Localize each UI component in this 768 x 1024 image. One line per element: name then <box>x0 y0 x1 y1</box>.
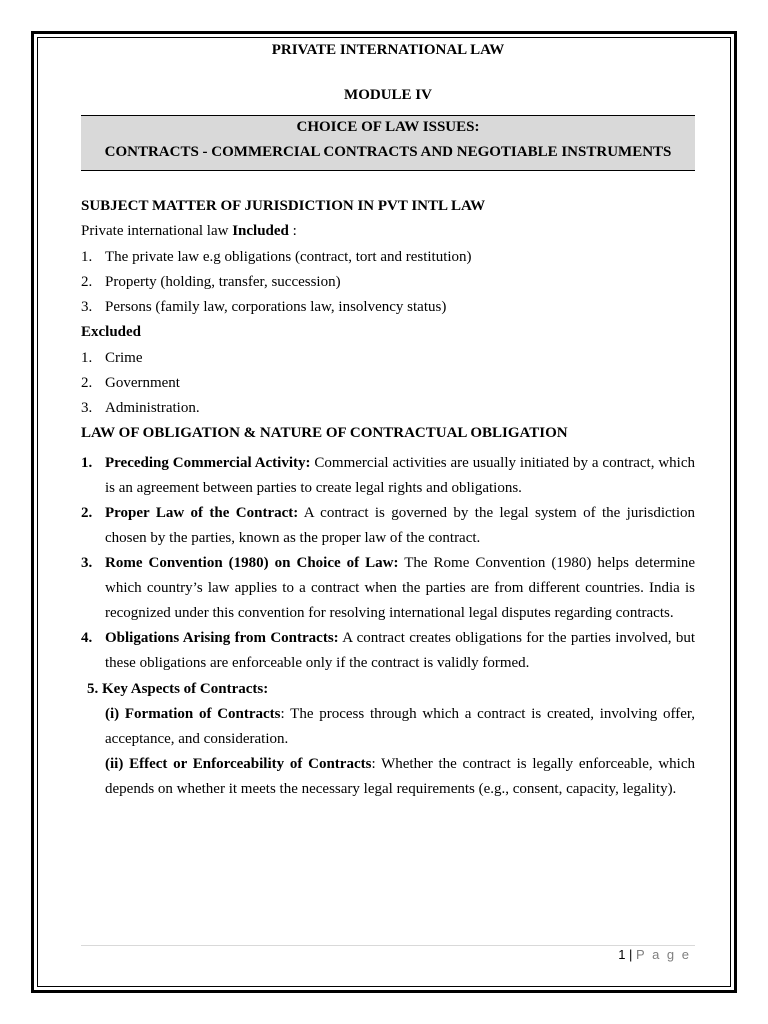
list-item-number: 3. <box>81 400 93 416</box>
sub-item-title: (ii) Effect or Enforceability of Contracts <box>105 756 372 772</box>
item-text: Commercial activities are usually initiated by a contract, which is an agreement between parties to create legal rights and obligations. <box>105 455 696 496</box>
list-item-number: 1. <box>81 455 93 471</box>
footer-divider <box>81 945 695 946</box>
item-title: Obligations Arising from Contracts: <box>105 630 339 646</box>
list-item-number: 1. <box>81 249 93 265</box>
list-item-number: 4. <box>81 630 93 646</box>
list-item-number: 2. <box>81 375 93 391</box>
included-intro <box>81 223 297 240</box>
page-footer <box>618 947 691 962</box>
list-item: Property (holding, transfer, succession) <box>105 274 341 290</box>
page-number: 1 <box>618 947 626 962</box>
item-text: The Rome Convention (1980) helps determine which country’s law applies to a contract when the parties are from different countries. India is recognized under this convention for resolving international legal disputes regarding contracts. <box>105 555 695 621</box>
item-text: A contract is governed by the legal system of the jurisdiction chosen by the parties, known as the proper law of the contract. <box>105 505 695 546</box>
list-item-number: 1. <box>81 350 93 366</box>
list-item-number: 3. <box>81 555 93 571</box>
list-item <box>105 501 695 551</box>
list-item: Government <box>105 375 180 391</box>
list-item <box>105 626 695 676</box>
item-text: A contract creates obligations for the parties involved, but these obligations are enforceable only if the contract is validly formed. <box>105 630 695 671</box>
document-title: PRIVATE INTERNATIONAL LAW <box>271 42 505 58</box>
item-title: Rome Convention (1980) on Choice of Law: <box>105 555 399 571</box>
sub-item-title: (i) Formation of Contracts <box>105 706 281 722</box>
sub-item-text: : Whether the contract is legally enforceable, which depends on whether it meets the necessary legal requirements (e.g., consent, capacity, legality). <box>105 756 696 797</box>
sub-item-enforceability <box>105 752 695 802</box>
list-item <box>105 551 695 626</box>
included-intro-suffix: : <box>288 223 297 239</box>
item-title: Proper Law of the Contract: <box>105 505 299 521</box>
included-label: Included <box>232 223 289 239</box>
sub-item-formation <box>105 702 695 752</box>
list-item: Crime <box>105 350 143 366</box>
topic-banner <box>81 115 695 171</box>
key-aspects-heading: 5. Key Aspects of Contracts: <box>87 681 269 697</box>
list-item: Administration. <box>105 400 200 416</box>
list-item: Persons (family law, corporations law, insolvency status) <box>105 299 447 315</box>
sub-item-text: : The process through which a contract is created, involving offer, acceptance, and consideration. <box>105 706 696 747</box>
list-item-number: 2. <box>81 274 93 290</box>
section-heading-obligation: LAW OF OBLIGATION & NATURE OF CONTRACTUAL OBLIGATION <box>81 425 568 441</box>
included-intro-prefix: Private international law <box>81 223 233 239</box>
page-word: P a g e <box>636 947 691 962</box>
list-item <box>105 451 695 501</box>
module-label: MODULE IV <box>344 87 432 103</box>
item-title: Preceding Commercial Activity: <box>105 455 311 471</box>
excluded-heading: Excluded <box>81 324 142 340</box>
list-item-number: 2. <box>81 505 93 521</box>
banner-line-2: CONTRACTS - COMMERCIAL CONTRACTS AND NEGOTIABLE INSTRUMENTS <box>104 144 672 160</box>
page-separator: | <box>625 947 637 962</box>
list-item-number: 3. <box>81 299 93 315</box>
section-heading-jurisdiction: SUBJECT MATTER OF JURISDICTION IN PVT INTL LAW <box>81 198 486 214</box>
banner-line-1: CHOICE OF LAW ISSUES: <box>296 119 480 135</box>
list-item: The private law e.g obligations (contract, tort and restitution) <box>105 249 472 265</box>
